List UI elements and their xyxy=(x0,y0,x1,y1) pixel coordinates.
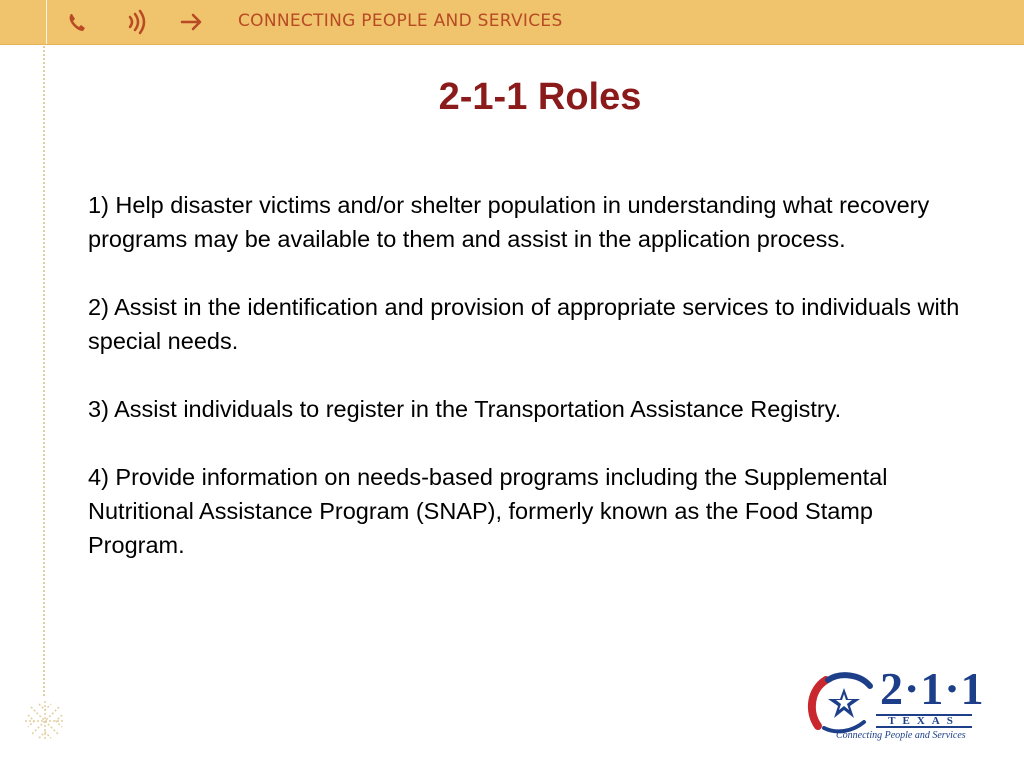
slide-title: 2-1-1 Roles xyxy=(438,76,642,118)
sound-waves-icon xyxy=(124,8,152,36)
snowflake-icon xyxy=(22,698,68,744)
star-phone-emblem xyxy=(806,668,876,738)
logo-211-texas xyxy=(806,663,985,746)
left-dotted-rule xyxy=(43,46,45,696)
logo-number: 2·1·1 xyxy=(880,663,985,714)
logo-subtitle: Connecting People and Services xyxy=(836,730,966,741)
roles-list xyxy=(88,188,968,596)
header-tagline: CONNECTING PEOPLE AND SERVICES xyxy=(238,11,563,31)
role-item-1: 1) Help disaster victims and/or shelter population in understanding what recovery programs may be available to them and assist in the application process. xyxy=(88,192,930,252)
header-bar xyxy=(0,0,1024,45)
role-item-4: 4) Provide information on needs-based programs including the Supplemental Nutritional Assistance Program (SNAP), formerly known as the Food Stamp Program. xyxy=(88,464,888,558)
phone-icon xyxy=(64,8,92,36)
role-item-2: 2) Assist in the identification and provision of appropriate services to individuals with special needs. xyxy=(88,294,960,354)
header-divider xyxy=(46,0,47,44)
role-item-3: 3) Assist individuals to register in the Transportation Assistance Registry. xyxy=(88,396,842,422)
logo-state: TEXAS xyxy=(876,714,972,728)
arrow-right-icon xyxy=(178,8,206,36)
